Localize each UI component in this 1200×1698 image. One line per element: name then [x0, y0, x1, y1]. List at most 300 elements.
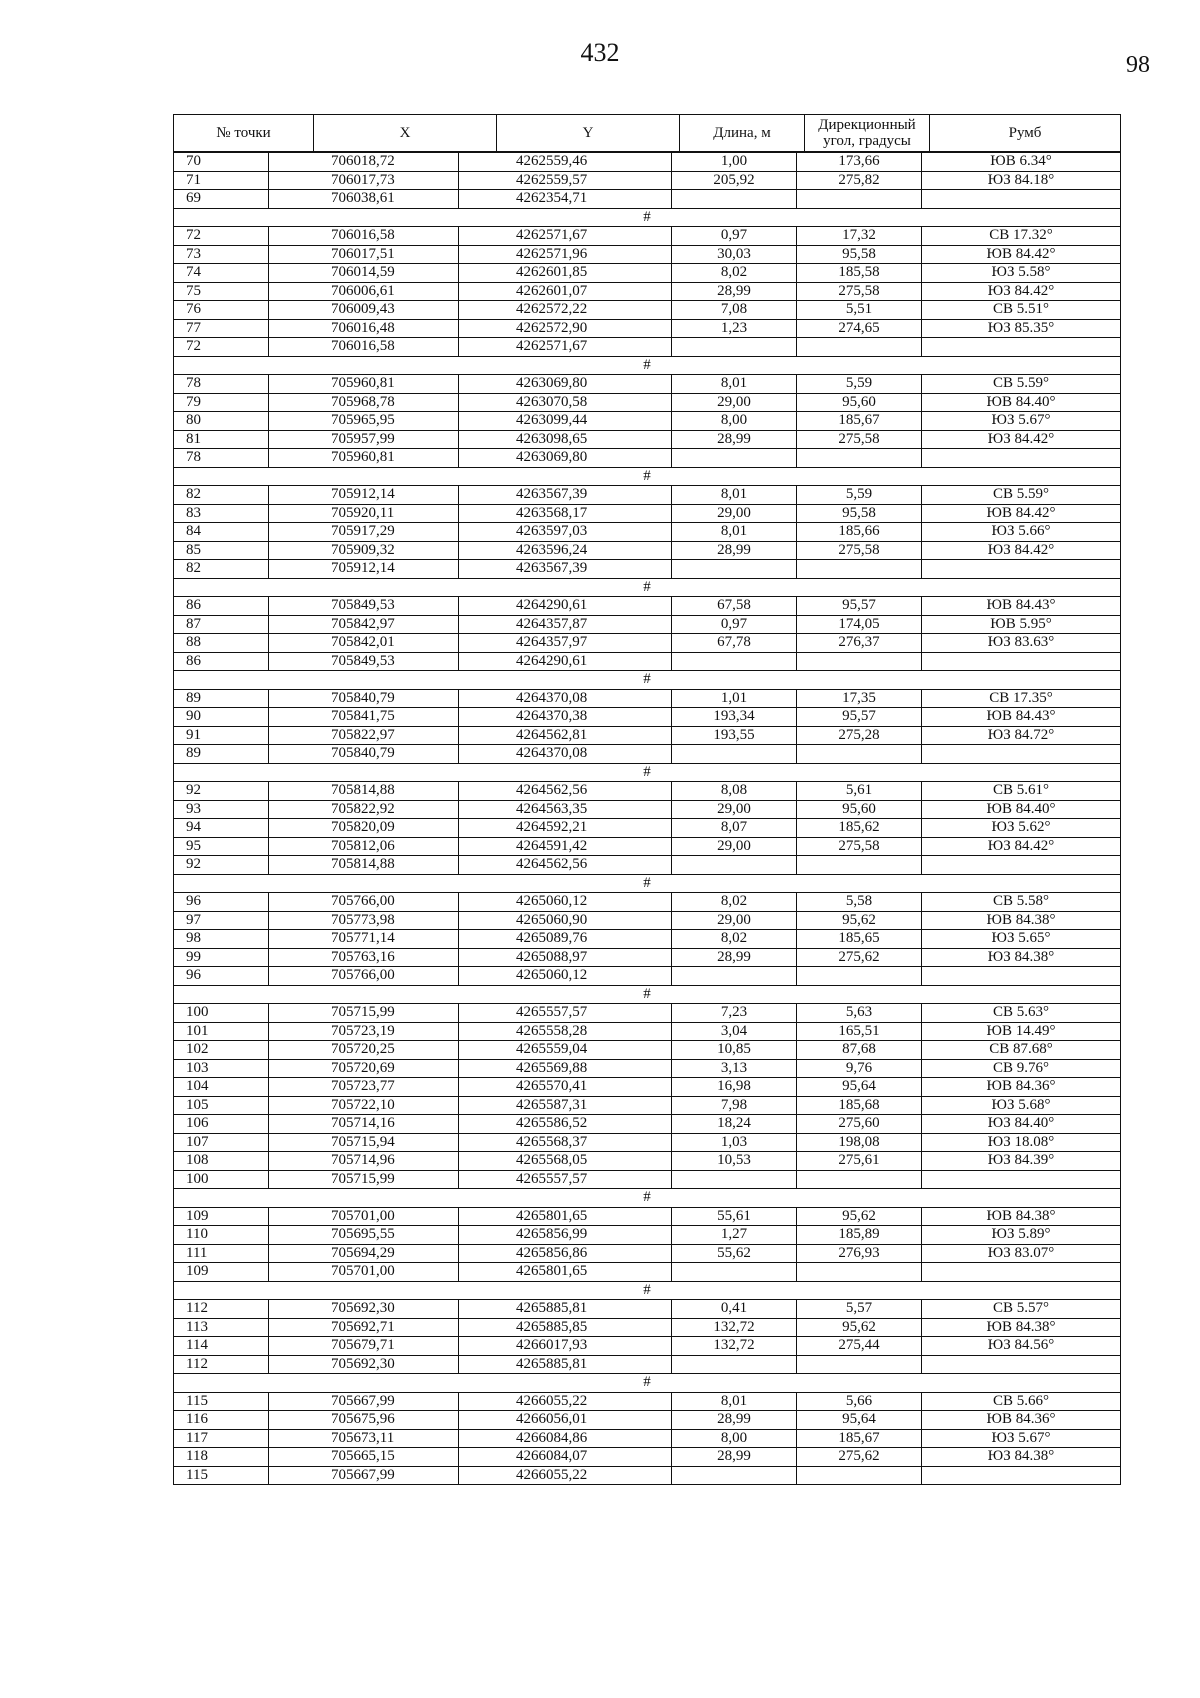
rumb-cell: [922, 1466, 1121, 1485]
separator-cell: #: [174, 985, 1121, 1004]
y-cell: 4264562,56: [459, 782, 672, 801]
angle-cell: 87,68: [797, 1041, 922, 1060]
table-row: [174, 1318, 1121, 1337]
x-cell: 706017,73: [269, 171, 459, 190]
y-cell: 4265060,90: [459, 911, 672, 930]
table-row: [174, 1263, 1121, 1282]
separator-row: [174, 671, 1121, 690]
angle-cell: 185,67: [797, 412, 922, 431]
angle-cell: [797, 190, 922, 209]
angle-cell: 276,93: [797, 1244, 922, 1263]
table-row: [174, 375, 1121, 394]
table-row: [174, 1170, 1121, 1189]
point-cell: 97: [174, 911, 269, 930]
length-cell: 8,00: [672, 1429, 797, 1448]
x-cell: 706016,58: [269, 227, 459, 246]
rumb-cell: ЮЗ 18.08°: [922, 1133, 1121, 1152]
point-cell: 102: [174, 1041, 269, 1060]
rumb-cell: [922, 652, 1121, 671]
y-cell: 4263099,44: [459, 412, 672, 431]
length-cell: 8,07: [672, 819, 797, 838]
angle-cell: 275,58: [797, 430, 922, 449]
y-cell: 4265586,52: [459, 1115, 672, 1134]
table-row: [174, 726, 1121, 745]
angle-cell: 95,62: [797, 911, 922, 930]
point-cell: 109: [174, 1263, 269, 1282]
rumb-cell: СВ 17.32°: [922, 227, 1121, 246]
rumb-cell: СВ 17.35°: [922, 689, 1121, 708]
rumb-cell: ЮЗ 5.68°: [922, 1096, 1121, 1115]
table-row: [174, 190, 1121, 209]
rumb-cell: ЮЗ 83.07°: [922, 1244, 1121, 1263]
table-row: [174, 930, 1121, 949]
separator-row: [174, 578, 1121, 597]
rumb-cell: ЮЗ 85.35°: [922, 319, 1121, 338]
rumb-cell: ЮЗ 84.56°: [922, 1337, 1121, 1356]
x-cell: 706018,72: [269, 153, 459, 172]
length-cell: 1,00: [672, 153, 797, 172]
point-cell: 112: [174, 1355, 269, 1374]
separator-cell: #: [174, 467, 1121, 486]
angle-cell: 174,05: [797, 615, 922, 634]
length-cell: [672, 1355, 797, 1374]
angle-cell: 5,59: [797, 375, 922, 394]
angle-cell: 95,57: [797, 597, 922, 616]
x-cell: 705917,29: [269, 523, 459, 542]
rumb-cell: ЮЗ 5.67°: [922, 412, 1121, 431]
length-cell: [672, 190, 797, 209]
length-cell: 1,23: [672, 319, 797, 338]
point-cell: 85: [174, 541, 269, 560]
length-cell: [672, 560, 797, 579]
table-row: [174, 1411, 1121, 1430]
length-cell: 7,08: [672, 301, 797, 320]
angle-cell: 275,58: [797, 282, 922, 301]
length-cell: 1,03: [672, 1133, 797, 1152]
table-row: [174, 597, 1121, 616]
x-cell: 705840,79: [269, 745, 459, 764]
x-cell: 705673,11: [269, 1429, 459, 1448]
length-cell: 28,99: [672, 1411, 797, 1430]
rumb-cell: ЮВ 84.40°: [922, 800, 1121, 819]
length-cell: 29,00: [672, 800, 797, 819]
x-cell: 705912,14: [269, 486, 459, 505]
rumb-cell: ЮВ 84.36°: [922, 1411, 1121, 1430]
point-cell: 104: [174, 1078, 269, 1097]
point-cell: 106: [174, 1115, 269, 1134]
point-cell: 116: [174, 1411, 269, 1430]
y-cell: 4264591,42: [459, 837, 672, 856]
rumb-cell: ЮЗ 5.65°: [922, 930, 1121, 949]
angle-cell: [797, 1263, 922, 1282]
x-cell: 705715,99: [269, 1004, 459, 1023]
point-cell: 86: [174, 597, 269, 616]
point-cell: 111: [174, 1244, 269, 1263]
y-cell: 4262571,96: [459, 245, 672, 264]
table-row: [174, 967, 1121, 986]
rumb-cell: ЮЗ 5.67°: [922, 1429, 1121, 1448]
angle-cell: 275,62: [797, 948, 922, 967]
angle-cell: [797, 652, 922, 671]
point-cell: 112: [174, 1300, 269, 1319]
separator-row: [174, 1374, 1121, 1393]
y-cell: 4264370,08: [459, 689, 672, 708]
point-cell: 100: [174, 1004, 269, 1023]
angle-cell: 9,76: [797, 1059, 922, 1078]
length-cell: [672, 449, 797, 468]
rumb-cell: ЮВ 84.36°: [922, 1078, 1121, 1097]
angle-cell: 185,65: [797, 930, 922, 949]
table-row: [174, 245, 1121, 264]
rumb-cell: ЮЗ 84.39°: [922, 1152, 1121, 1171]
x-cell: 705694,29: [269, 1244, 459, 1263]
rumb-cell: ЮЗ 5.66°: [922, 523, 1121, 542]
point-cell: 79: [174, 393, 269, 412]
header-point: № точки: [174, 115, 314, 152]
y-cell: 4266084,86: [459, 1429, 672, 1448]
rumb-cell: [922, 1170, 1121, 1189]
table-row: [174, 1078, 1121, 1097]
x-cell: 705665,15: [269, 1448, 459, 1467]
angle-cell: 185,58: [797, 264, 922, 283]
page-number-right: 98: [1126, 52, 1150, 78]
length-cell: 10,85: [672, 1041, 797, 1060]
rumb-cell: ЮЗ 5.89°: [922, 1226, 1121, 1245]
y-cell: 4263568,17: [459, 504, 672, 523]
x-cell: 705822,97: [269, 726, 459, 745]
y-cell: 4266084,07: [459, 1448, 672, 1467]
point-cell: 114: [174, 1337, 269, 1356]
x-cell: 705723,19: [269, 1022, 459, 1041]
length-cell: 3,13: [672, 1059, 797, 1078]
table-row: [174, 1152, 1121, 1171]
y-cell: 4262572,22: [459, 301, 672, 320]
rumb-cell: ЮЗ 84.42°: [922, 541, 1121, 560]
table-row: [174, 541, 1121, 560]
separator-row: [174, 985, 1121, 1004]
x-cell: 705840,79: [269, 689, 459, 708]
table-row: [174, 782, 1121, 801]
y-cell: 4265569,88: [459, 1059, 672, 1078]
angle-cell: 185,67: [797, 1429, 922, 1448]
table-row: [174, 1466, 1121, 1485]
length-cell: [672, 338, 797, 357]
angle-cell: 17,32: [797, 227, 922, 246]
rumb-cell: ЮЗ 5.58°: [922, 264, 1121, 283]
x-cell: 705968,78: [269, 393, 459, 412]
rumb-cell: ЮЗ 84.42°: [922, 837, 1121, 856]
length-cell: [672, 1263, 797, 1282]
angle-cell: 95,57: [797, 708, 922, 727]
x-cell: 705771,14: [269, 930, 459, 949]
table-row: [174, 745, 1121, 764]
separator-cell: #: [174, 356, 1121, 375]
point-cell: 83: [174, 504, 269, 523]
point-cell: 72: [174, 338, 269, 357]
length-cell: 28,99: [672, 1448, 797, 1467]
y-cell: 4265885,81: [459, 1300, 672, 1319]
separator-cell: #: [174, 1189, 1121, 1208]
angle-cell: 275,82: [797, 171, 922, 190]
point-cell: 92: [174, 782, 269, 801]
length-cell: 55,61: [672, 1207, 797, 1226]
angle-cell: 95,58: [797, 504, 922, 523]
point-cell: 115: [174, 1392, 269, 1411]
table-row: [174, 708, 1121, 727]
rumb-cell: СВ 5.59°: [922, 486, 1121, 505]
angle-cell: 5,61: [797, 782, 922, 801]
angle-cell: 5,63: [797, 1004, 922, 1023]
y-cell: 4263597,03: [459, 523, 672, 542]
y-cell: 4264290,61: [459, 597, 672, 616]
rumb-cell: ЮВ 84.40°: [922, 393, 1121, 412]
angle-cell: 5,57: [797, 1300, 922, 1319]
length-cell: 18,24: [672, 1115, 797, 1134]
length-cell: 7,23: [672, 1004, 797, 1023]
table-row: [174, 1004, 1121, 1023]
length-cell: 8,01: [672, 523, 797, 542]
angle-cell: [797, 1170, 922, 1189]
y-cell: 4265557,57: [459, 1004, 672, 1023]
length-cell: 8,01: [672, 486, 797, 505]
table-row: [174, 1337, 1121, 1356]
length-cell: 193,55: [672, 726, 797, 745]
separator-row: [174, 1281, 1121, 1300]
y-cell: 4265568,37: [459, 1133, 672, 1152]
y-cell: 4265558,28: [459, 1022, 672, 1041]
length-cell: 205,92: [672, 171, 797, 190]
angle-cell: 95,62: [797, 1318, 922, 1337]
x-cell: 705849,53: [269, 597, 459, 616]
x-cell: 705820,09: [269, 819, 459, 838]
y-cell: 4264592,21: [459, 819, 672, 838]
table-row: [174, 264, 1121, 283]
x-cell: 705912,14: [269, 560, 459, 579]
length-cell: 3,04: [672, 1022, 797, 1041]
point-cell: 70: [174, 153, 269, 172]
length-cell: 8,02: [672, 930, 797, 949]
table-row: [174, 282, 1121, 301]
length-cell: 132,72: [672, 1318, 797, 1337]
length-cell: 29,00: [672, 393, 797, 412]
length-cell: 8,01: [672, 1392, 797, 1411]
rumb-cell: [922, 338, 1121, 357]
header-rumb: Румб: [930, 115, 1121, 152]
y-cell: 4265885,81: [459, 1355, 672, 1374]
x-cell: 705814,88: [269, 782, 459, 801]
x-cell: 705920,11: [269, 504, 459, 523]
x-cell: 705714,16: [269, 1115, 459, 1134]
y-cell: 4264357,97: [459, 634, 672, 653]
point-cell: 107: [174, 1133, 269, 1152]
table-row: [174, 449, 1121, 468]
x-cell: 705679,71: [269, 1337, 459, 1356]
header-length: Длина, м: [680, 115, 805, 152]
rumb-cell: [922, 1263, 1121, 1282]
point-cell: 103: [174, 1059, 269, 1078]
angle-cell: 185,89: [797, 1226, 922, 1245]
table-row: [174, 1022, 1121, 1041]
y-cell: 4264370,08: [459, 745, 672, 764]
angle-cell: [797, 1355, 922, 1374]
header-angle: Дирекционный угол, градусы: [805, 115, 930, 152]
x-cell: 705720,69: [269, 1059, 459, 1078]
separator-row: [174, 874, 1121, 893]
table-row: [174, 948, 1121, 967]
angle-cell: 95,64: [797, 1411, 922, 1430]
point-cell: 100: [174, 1170, 269, 1189]
point-cell: 105: [174, 1096, 269, 1115]
y-cell: 4264370,38: [459, 708, 672, 727]
table-row: [174, 486, 1121, 505]
table-row: [174, 1355, 1121, 1374]
table-row: [174, 1041, 1121, 1060]
rumb-cell: ЮВ 6.34°: [922, 153, 1121, 172]
angle-cell: 275,58: [797, 541, 922, 560]
table-row: [174, 1244, 1121, 1263]
table-row: [174, 1096, 1121, 1115]
length-cell: 1,27: [672, 1226, 797, 1245]
length-cell: 29,00: [672, 911, 797, 930]
x-cell: 705695,55: [269, 1226, 459, 1245]
angle-cell: 173,66: [797, 153, 922, 172]
length-cell: 8,02: [672, 264, 797, 283]
point-cell: 84: [174, 523, 269, 542]
y-cell: 4266017,93: [459, 1337, 672, 1356]
table-row: [174, 911, 1121, 930]
angle-cell: 5,66: [797, 1392, 922, 1411]
point-cell: 109: [174, 1207, 269, 1226]
table-row: [174, 504, 1121, 523]
x-cell: 706009,43: [269, 301, 459, 320]
angle-cell: 198,08: [797, 1133, 922, 1152]
point-cell: 90: [174, 708, 269, 727]
rumb-cell: СВ 5.63°: [922, 1004, 1121, 1023]
x-cell: 706017,51: [269, 245, 459, 264]
point-cell: 91: [174, 726, 269, 745]
y-cell: 4265089,76: [459, 930, 672, 949]
point-cell: 73: [174, 245, 269, 264]
point-cell: 75: [174, 282, 269, 301]
x-cell: 705841,75: [269, 708, 459, 727]
x-cell: 706016,48: [269, 319, 459, 338]
separator-cell: #: [174, 671, 1121, 690]
y-cell: 4265801,65: [459, 1263, 672, 1282]
header-y: Y: [497, 115, 680, 152]
angle-cell: [797, 338, 922, 357]
point-cell: 99: [174, 948, 269, 967]
table-row: [174, 430, 1121, 449]
y-cell: 4262559,46: [459, 153, 672, 172]
table-row: [174, 1429, 1121, 1448]
rumb-cell: ЮЗ 84.72°: [922, 726, 1121, 745]
page-number-top: 432: [580, 38, 620, 67]
table-row: [174, 893, 1121, 912]
point-cell: 80: [174, 412, 269, 431]
rumb-cell: ЮЗ 5.62°: [922, 819, 1121, 838]
y-cell: 4263069,80: [459, 375, 672, 394]
point-cell: 92: [174, 856, 269, 875]
rumb-cell: ЮВ 84.43°: [922, 708, 1121, 727]
table-row: [174, 1115, 1121, 1134]
angle-cell: [797, 745, 922, 764]
length-cell: [672, 1170, 797, 1189]
x-cell: 705675,96: [269, 1411, 459, 1430]
length-cell: 8,01: [672, 375, 797, 394]
rumb-cell: ЮВ 84.42°: [922, 245, 1121, 264]
length-cell: 29,00: [672, 504, 797, 523]
y-cell: 4264562,81: [459, 726, 672, 745]
angle-cell: 95,58: [797, 245, 922, 264]
table-row: [174, 634, 1121, 653]
length-cell: 8,08: [672, 782, 797, 801]
length-cell: 1,01: [672, 689, 797, 708]
x-cell: 705773,98: [269, 911, 459, 930]
table-row: [174, 819, 1121, 838]
length-cell: 193,34: [672, 708, 797, 727]
x-cell: 705822,92: [269, 800, 459, 819]
y-cell: 4264357,87: [459, 615, 672, 634]
angle-cell: 95,60: [797, 393, 922, 412]
table-row: [174, 338, 1121, 357]
point-cell: 95: [174, 837, 269, 856]
table-row: [174, 523, 1121, 542]
y-cell: 4265885,85: [459, 1318, 672, 1337]
angle-cell: 95,60: [797, 800, 922, 819]
separator-row: [174, 467, 1121, 486]
length-cell: 28,99: [672, 282, 797, 301]
table-row: [174, 393, 1121, 412]
separator-cell: #: [174, 578, 1121, 597]
rumb-cell: ЮЗ 84.38°: [922, 948, 1121, 967]
rumb-cell: ЮВ 84.38°: [922, 1318, 1121, 1337]
table-row: [174, 1448, 1121, 1467]
length-cell: 67,78: [672, 634, 797, 653]
table-row: [174, 1059, 1121, 1078]
point-cell: 72: [174, 227, 269, 246]
table-row: [174, 560, 1121, 579]
rumb-cell: [922, 190, 1121, 209]
x-cell: 705957,99: [269, 430, 459, 449]
point-cell: 71: [174, 171, 269, 190]
rumb-cell: ЮВ 84.42°: [922, 504, 1121, 523]
y-cell: 4265801,65: [459, 1207, 672, 1226]
angle-cell: 95,62: [797, 1207, 922, 1226]
length-cell: 30,03: [672, 245, 797, 264]
y-cell: 4263567,39: [459, 486, 672, 505]
point-cell: 82: [174, 486, 269, 505]
y-cell: 4264290,61: [459, 652, 672, 671]
point-cell: 98: [174, 930, 269, 949]
x-cell: 705763,16: [269, 948, 459, 967]
angle-cell: [797, 449, 922, 468]
point-cell: 78: [174, 449, 269, 468]
length-cell: [672, 967, 797, 986]
point-cell: 86: [174, 652, 269, 671]
y-cell: 4262601,07: [459, 282, 672, 301]
table-row: [174, 227, 1121, 246]
rumb-cell: ЮВ 84.43°: [922, 597, 1121, 616]
table-row: [174, 800, 1121, 819]
x-cell: 706006,61: [269, 282, 459, 301]
length-cell: 0,97: [672, 615, 797, 634]
separator-cell: #: [174, 763, 1121, 782]
y-cell: 4262559,57: [459, 171, 672, 190]
table-row: [174, 837, 1121, 856]
x-cell: 705842,01: [269, 634, 459, 653]
x-cell: 705667,99: [269, 1466, 459, 1485]
point-cell: 113: [174, 1318, 269, 1337]
